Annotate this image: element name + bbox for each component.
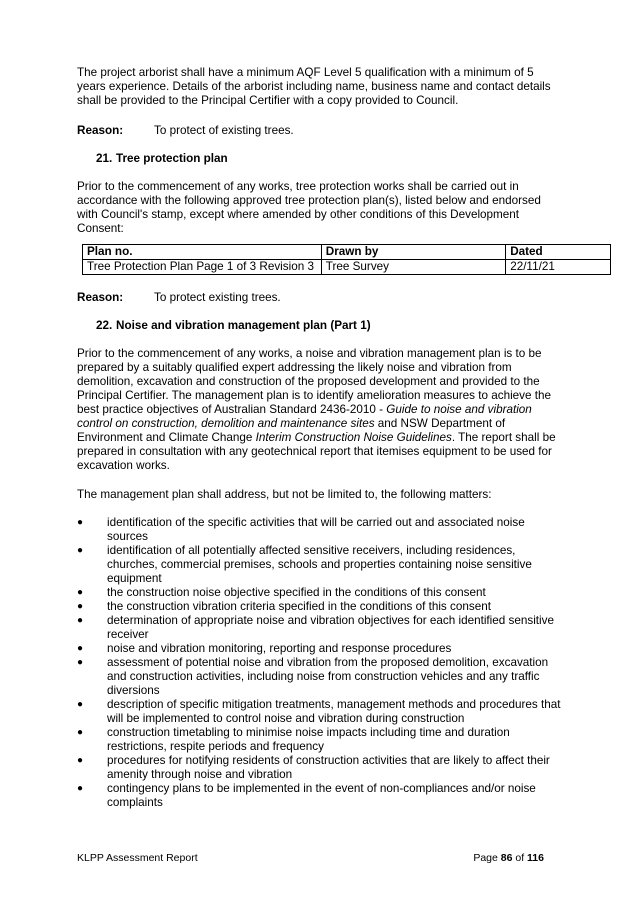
- list-item-text: construction timetabling to minimise noise impacts including time and duration restrictions, respite periods and frequency: [107, 726, 510, 753]
- list-item: [77, 754, 563, 782]
- table-cell: Tree Survey: [321, 260, 505, 275]
- list-item-text: the construction vibration criteria specified in the conditions of this consent: [107, 600, 491, 613]
- list-item-text: assessment of potential noise and vibration from the proposed demolition, excavation and construction activities, including noise from construction vehicles and any traffic diversions: [107, 656, 549, 697]
- plans-table: [82, 244, 611, 275]
- table-cell: 22/11/21: [506, 260, 611, 275]
- para-text: Prior to the commencement of any works, a noise and vibration management plan is to be prepared by a suitably qualified expert addressing the likely noise and vibration from demolition, excavation and construction of the proposed development and provided to the Principal Certifier. The management plan is to identify amelioration measures to achieve the best practice objectives of Australian Standard 2436-2010 -: [77, 347, 552, 416]
- bullet-icon: ●: [77, 755, 84, 766]
- list-item: [77, 782, 563, 810]
- list-item: [77, 614, 563, 642]
- table-header: Drawn by: [321, 245, 505, 260]
- heading-number: 21.: [96, 152, 113, 165]
- noise-plan-paragraph: [77, 347, 563, 473]
- reason-text: To protect existing trees.: [154, 291, 281, 304]
- bullet-icon: ●: [77, 517, 84, 528]
- heading-number: 22.: [96, 319, 113, 332]
- page-of: of: [512, 852, 528, 864]
- list-item-text: noise and vibration monitoring, reporting and response procedures: [107, 642, 452, 655]
- table-header-row: [83, 245, 611, 260]
- list-item-text: identification of all potentially affected sensitive receivers, including residences, churches, commercial premises, schools and properties containing noise sensitive equipment: [107, 544, 532, 585]
- heading-title: Tree protection plan: [116, 152, 228, 165]
- bullet-icon: ●: [77, 657, 84, 668]
- list-item: [77, 544, 563, 586]
- page-current: 86: [500, 852, 513, 864]
- heading-title: Noise and vibration management plan (Part 1): [116, 319, 371, 332]
- page-prefix: Page: [473, 852, 501, 864]
- table-header: Plan no.: [83, 245, 322, 260]
- bullet-icon: ●: [77, 615, 84, 626]
- list-item: [77, 698, 563, 726]
- para-text: and NSW Department of Environment and Climate Change: [77, 417, 506, 444]
- list-item-text: contingency plans to be implemented in the event of non-compliances and/or noise complaints: [107, 782, 536, 809]
- bullet-icon: ●: [77, 783, 84, 794]
- list-item-text: identification of the specific activities that will be carried out and associated noise sources: [107, 516, 525, 543]
- list-item: [77, 586, 563, 600]
- list-item: [77, 726, 563, 754]
- para-text: . The report shall be prepared in consultation with any geotechnical report that itemises equipment to be used for excavation works.: [77, 431, 556, 472]
- bullet-icon: ●: [77, 727, 84, 738]
- bullet-icon: ●: [77, 643, 84, 654]
- footer-report-name: KLPP Assessment Report: [77, 852, 198, 864]
- table-cell: Tree Protection Plan Page 1 of 3 Revision 3: [83, 260, 322, 275]
- address-paragraph: The management plan shall address, but not be limited to, the following matters:: [77, 488, 492, 501]
- para-italic-guidelines: Interim Construction Noise Guidelines: [255, 431, 452, 444]
- heading-22: [96, 319, 563, 333]
- arborist-paragraph: The project arborist shall have a minimum AQF Level 5 qualification with a minimum of 5 years experience. Details of the arborist including name, business name and contact details shall be provided to the Principal Certifier with a copy provided to Council.: [77, 66, 551, 107]
- list-item: [77, 600, 563, 614]
- bullet-icon: ●: [77, 545, 84, 556]
- heading-21: [96, 152, 563, 166]
- reason-label: Reason:: [77, 124, 124, 137]
- bullet-icon: ●: [77, 601, 84, 612]
- list-item-text: the construction noise objective specified in the conditions of this consent: [107, 586, 486, 599]
- list-item-text: determination of appropriate noise and vibration objectives for each identified sensitive receiver: [107, 614, 554, 641]
- reason-block-2: [77, 291, 563, 305]
- reason-block-1: [77, 124, 563, 138]
- reason-label: Reason:: [77, 291, 124, 304]
- table-row: [83, 260, 611, 275]
- matters-list: [77, 516, 563, 810]
- list-item: [77, 656, 563, 698]
- footer-page-number: [473, 851, 544, 865]
- list-item: [77, 642, 563, 656]
- reason-text: To protect of existing trees.: [154, 124, 294, 137]
- list-item-text: procedures for notifying residents of construction activities that are likely to affect their amenity through noise and vibration: [107, 754, 550, 781]
- document-body: [77, 66, 563, 810]
- list-item: [77, 516, 563, 544]
- page-footer: [77, 851, 544, 865]
- bullet-icon: ●: [77, 699, 84, 710]
- table-header: Dated: [506, 245, 611, 260]
- para-italic-standard: Guide to noise and vibration control on construction, demolition and maintenance sites: [77, 403, 532, 430]
- bullet-icon: ●: [77, 587, 84, 598]
- page-total: 116: [527, 852, 544, 864]
- list-item-text: description of specific mitigation treatments, management methods and procedures that will be implemented to control noise and vibration during construction: [107, 698, 561, 725]
- tree-protection-paragraph: Prior to the commencement of any works, tree protection works shall be carried out in accordance with the following approved tree protection plan(s), listed below and endorsed with Council's stamp, except where amended by other conditions of this Development Consent:: [77, 180, 541, 235]
